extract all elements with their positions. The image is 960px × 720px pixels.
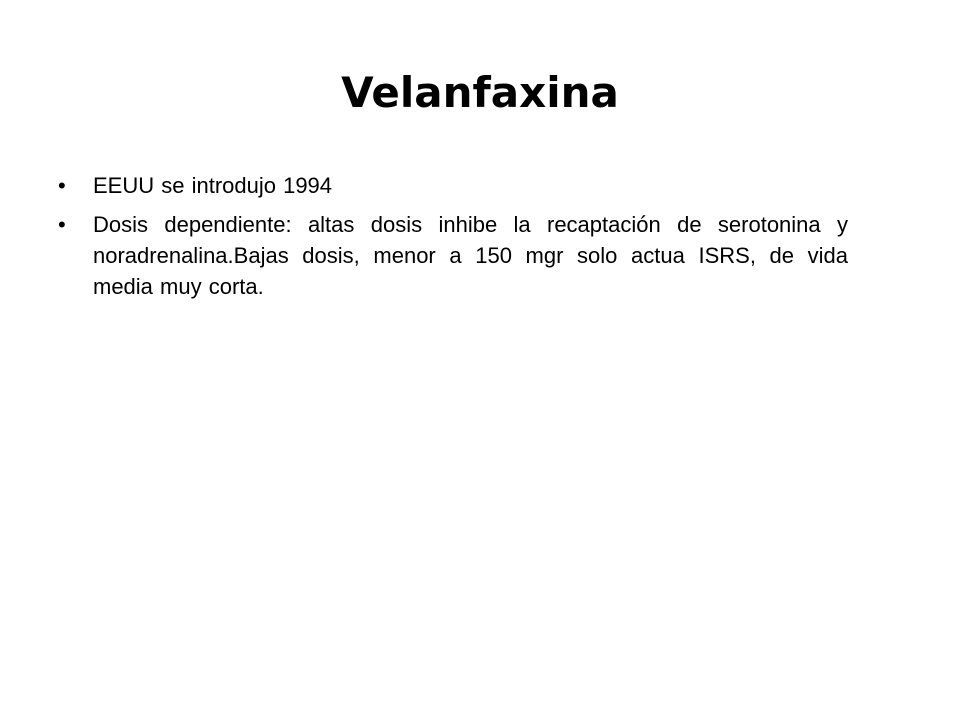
bullet-item-introduction xyxy=(58,170,848,201)
bullet-marker: • xyxy=(58,212,66,237)
bullet-list xyxy=(58,170,848,310)
bullet-item-dosage xyxy=(58,209,848,302)
bullet-text: EEUU se introdujo 1994 xyxy=(93,173,333,198)
bullet-text: Dosis dependiente: altas dosis inhibe la recaptación de serotonina y noradrenalina.Bajas dosis, menor a 150 mgr solo actua ISRS, de vida media muy corta. xyxy=(93,212,848,299)
bullet-marker: • xyxy=(58,173,66,198)
slide-title: Velanfaxina xyxy=(341,68,619,117)
